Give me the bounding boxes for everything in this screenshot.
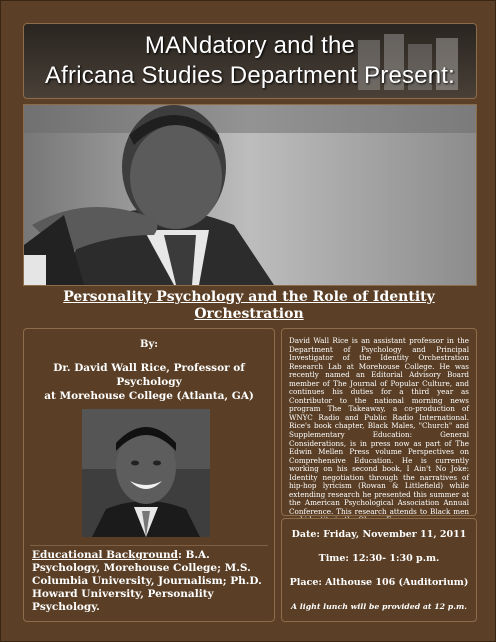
poster-header <box>23 23 477 99</box>
speaker-photo-illustration <box>24 105 476 285</box>
speaker-portrait-illustration <box>82 409 210 537</box>
bio-text: David Wall Rice is an assistant professor in the Department of Psychology and Principal Investigator of the Identity Orchestration Research Lab at Morehouse College. He was recently named an Editorial Advisory Board member of The Journal of Popular Culture, and continues his duties for a third year as Contributor to the national morning news program The Takeaway, a co-production of WNYC Radio and Public Radio International. Rice's book chapter, Black Males, "Church" and Supplementary Education: General Considerations, is in press now as part of The Edwin Mellen Press volume Perspectives on Comprehensive Education. He is currently working on his second book, I Ain't No Joke: Identity negotiation through the narratives of hip-hop lyricism (Rowan & Littlefield) while extending research he presented this summer at the American Psychological Association Annual Conference. This research attends to Black men <box>289 336 469 516</box>
education-label: Educational Background <box>32 549 178 561</box>
by-label: By: <box>140 339 158 350</box>
speaker-banner-photo <box>23 104 477 286</box>
event-date: Date: Friday, November 11, 2011 <box>291 529 467 540</box>
panel-divider <box>30 545 268 546</box>
bio-panel <box>281 328 477 516</box>
speaker-portrait <box>82 409 210 537</box>
header-line-1: MANdatory and the <box>144 32 356 59</box>
speaker-name <box>32 361 266 403</box>
educational-background <box>32 549 266 614</box>
event-time: Time: 12:30- 1:30 p.m. <box>318 553 440 564</box>
talk-title <box>23 289 475 323</box>
lunch-note: A light lunch will be provided at 12 p.m. <box>291 602 467 611</box>
talk-title-line-1: Personality Psychology and the Role of Identity <box>63 289 435 305</box>
talk-title-line-2: Orchestration <box>194 306 304 322</box>
speaker-name-line-1: Dr. David Wall Rice, Professor of Psychology <box>53 362 245 388</box>
event-place: Place: Althouse 106 (Auditorium) <box>289 577 469 588</box>
event-details-panel <box>281 518 477 622</box>
header-line-2: Africana Studies Department Present: <box>44 62 456 89</box>
education-text: : B.A. Psychology, Morehouse College; M.S. Columbia University, Journalism; Ph.D. Howard University, Personality Psychology. <box>32 549 262 613</box>
speaker-panel <box>23 328 275 622</box>
speaker-name-line-2: at Morehouse College (Atlanta, GA) <box>44 390 254 402</box>
